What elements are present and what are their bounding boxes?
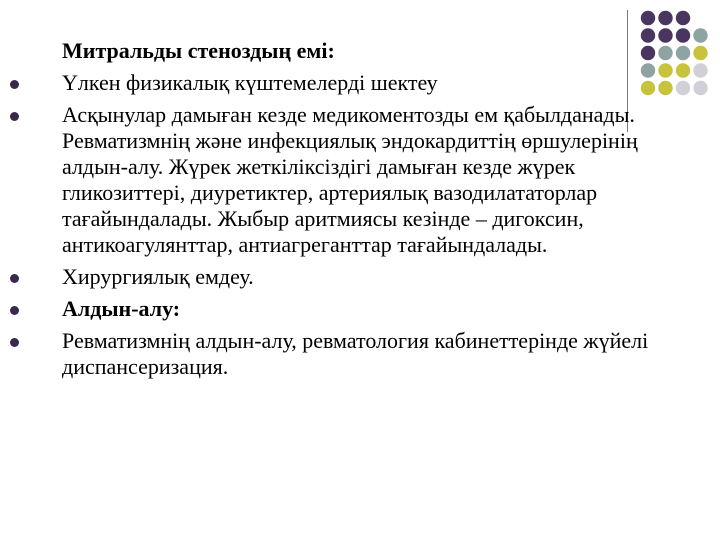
content-body xyxy=(62,38,702,380)
bullet-icon xyxy=(10,112,19,121)
list-item-text: Ревматизмнің алдын-алу, ревматология кабинеттерінде жүйелі диспансеризация. xyxy=(62,328,649,379)
list-item xyxy=(62,70,702,96)
bullet-icon xyxy=(10,274,19,283)
list-item xyxy=(62,328,702,380)
decorative-dot xyxy=(641,11,655,25)
list-item-text: Асқынулар дамыған кезде медикоментозды ем қабылданады. Ревматизмнің және инфекциялық эндокардиттің өршулерінің алдын-алу. Жүрек жеткіліксіздігі дамыған кезде жүрек гликозиттері, диуретиктер, артериялық вазодилататорлар тағайындалады. Жыбыр аритмиясы кезінде – дигоксин, антикоагулянттар, антиагреганттар тағайындалады. xyxy=(62,102,638,257)
list-item-text: Хирургиялық емдеу. xyxy=(62,264,254,289)
list-item xyxy=(62,102,702,258)
bullet-icon xyxy=(10,80,19,89)
bullet-icon xyxy=(10,306,19,315)
heading-mitral-treatment xyxy=(62,38,702,64)
list-item-text: Үлкен физикалық күштемелерді шектеу xyxy=(62,70,438,95)
list-item xyxy=(62,264,702,290)
heading-text: Митральды стеноздың емі: xyxy=(62,38,335,63)
decorative-dot xyxy=(658,11,672,25)
list-item-text: Алдын-алу: xyxy=(62,296,181,321)
decorative-dot xyxy=(676,11,690,25)
list-item-heading-prevention xyxy=(62,296,702,322)
bullet-icon xyxy=(10,338,19,347)
